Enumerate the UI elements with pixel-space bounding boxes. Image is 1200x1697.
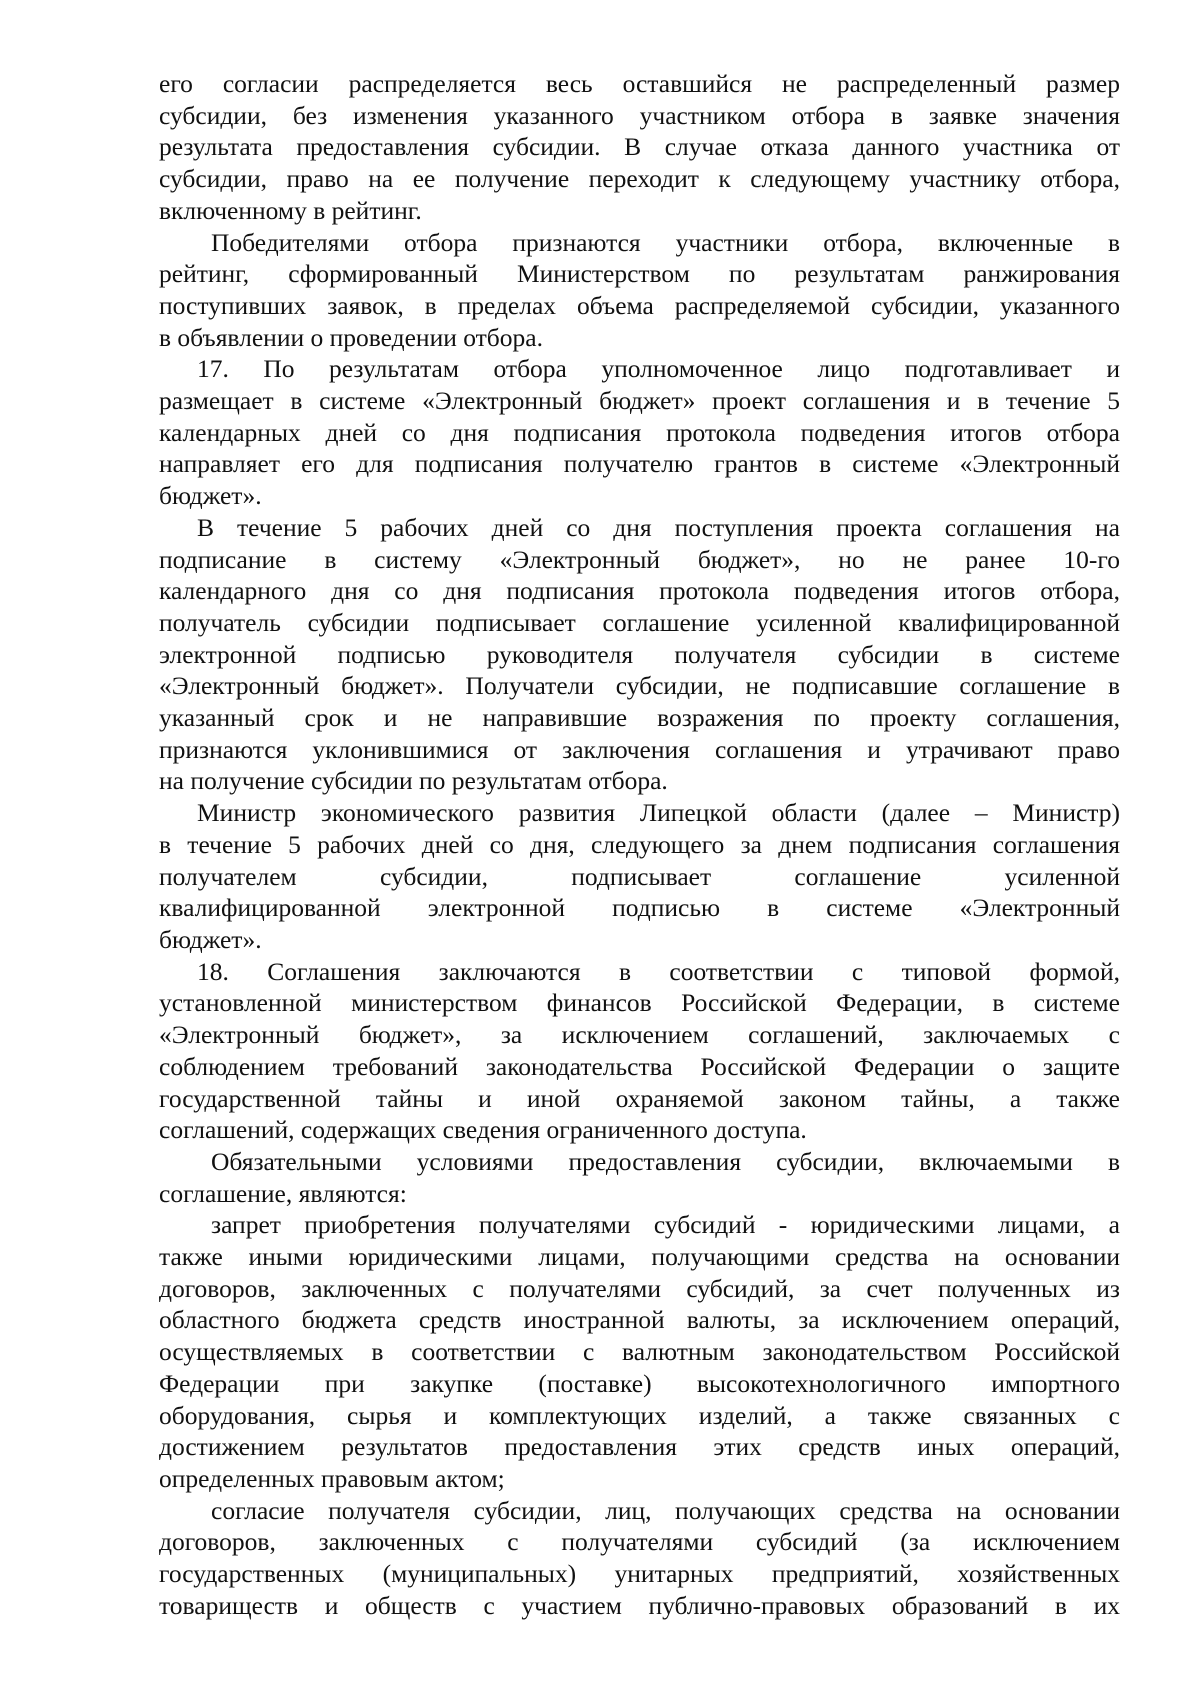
text-line: также иными юридическими лицами, получающими средства на основании — [159, 1242, 1120, 1272]
text-line: Министр экономического развития Липецкой области (далее – Министр) — [197, 798, 1120, 828]
text-line: Федерации при закупке (поставке) высокотехнологичного импортного — [159, 1368, 1120, 1398]
text-line: календарного дня со дня подписания протокола подведения итогов отбора, — [159, 576, 1120, 606]
text-line: результата предоставления субсидии. В случае отказа данного участника от — [159, 132, 1120, 162]
text-line: рейтинг, сформированный Министерством по результатам ранжирования — [159, 259, 1120, 289]
text-line: размещает в системе «Электронный бюджет» проект соглашения и в течение 5 — [159, 386, 1120, 416]
text-line: товариществ и обществ с участием публично-правовых образований в их — [159, 1590, 1120, 1620]
text-line: «Электронный бюджет». Получатели субсидии, не подписавшие соглашение в — [159, 671, 1120, 701]
text-line: субсидии, без изменения указанного участником отбора в заявке значения — [159, 100, 1120, 130]
paragraph-minister — [159, 797, 1120, 956]
text-line: направляет его для подписания получателю грантов в системе «Электронный — [159, 449, 1120, 479]
text-line: получателем субсидии, подписывает соглашение усиленной — [159, 861, 1120, 891]
text-line: соглашений, содержащих сведения ограниченного доступа. — [159, 1115, 807, 1145]
text-line: бюджет». — [159, 924, 262, 954]
text-line: оборудования, сырья и комплектующих изделий, а также связанных с — [159, 1400, 1120, 1430]
text-line: получатель субсидии подписывает соглашение усиленной квалифицированной — [159, 607, 1120, 637]
text-line: поступивших заявок, в пределах объема распределяемой субсидии, указанного — [159, 290, 1120, 320]
text-line: в объявлении о проведении отбора. — [159, 322, 543, 352]
paragraph-prohibition — [159, 1209, 1120, 1494]
text-line: признаются уклонившимися от заключения соглашения и утрачивают право — [159, 734, 1120, 764]
text-line: бюджет». — [159, 481, 262, 511]
paragraph-consent — [159, 1495, 1120, 1622]
text-line: В течение 5 рабочих дней со дня поступления проекта соглашения на — [197, 512, 1120, 542]
text-line: соглашение, являются: — [159, 1178, 407, 1208]
text-line: государственной тайны и иной охраняемой законом тайны, а также — [159, 1083, 1120, 1113]
paragraph-winners — [159, 227, 1120, 354]
paragraph-continuation — [159, 68, 1120, 227]
text-line: Обязательными условиями предоставления субсидии, включаемыми в — [211, 1146, 1120, 1176]
text-line: в течение 5 рабочих дней со дня, следующего за днем подписания соглашения — [159, 829, 1120, 859]
text-line: определенных правовым актом; — [159, 1463, 505, 1493]
text-line: договоров, заключенных с получателями субсидий, за счет полученных из — [159, 1273, 1120, 1303]
text-line: «Электронный бюджет», за исключением соглашений, заключаемых с — [159, 1020, 1120, 1050]
text-line: календарных дней со дня подписания протокола подведения итогов отбора — [159, 417, 1120, 447]
text-line: подписание в систему «Электронный бюджет», но не ранее 10-го — [159, 544, 1120, 574]
paragraph-mandatory-conditions — [159, 1146, 1120, 1209]
paragraph-signing-term — [159, 512, 1120, 797]
text-line: субсидии, право на ее получение переходит к следующему участнику отбора, — [159, 164, 1120, 194]
text-line: согласие получателя субсидии, лиц, получающих средства на основании — [211, 1495, 1120, 1525]
text-line: договоров, заключенных с получателями субсидий (за исключением — [159, 1527, 1120, 1557]
text-line: указанный срок и не направившие возражения по проекту соглашения, — [159, 703, 1120, 733]
text-line: установленной министерством финансов Российской Федерации, в системе — [159, 988, 1120, 1018]
text-line: соблюдением требований законодательства Российской Федерации о защите — [159, 1051, 1120, 1081]
text-line: запрет приобретения получателями субсидий - юридическими лицами, а — [211, 1210, 1120, 1240]
paragraph-item-17 — [159, 353, 1120, 512]
text-line: квалифицированной электронной подписью в системе «Электронный — [159, 893, 1120, 923]
text-line: осуществляемых в соответствии с валютным законодательством Российской — [159, 1337, 1120, 1367]
text-line: на получение субсидии по результатам отбора. — [159, 766, 668, 796]
text-line: областного бюджета средств иностранной валюты, за исключением операций, — [159, 1305, 1120, 1335]
text-line: государственных (муниципальных) унитарных предприятий, хозяйственных — [159, 1559, 1120, 1589]
text-line: 18. Соглашения заключаются в соответствии с типовой формой, — [197, 956, 1120, 986]
text-line: включенному в рейтинг. — [159, 195, 422, 225]
text-line: 17. По результатам отбора уполномоченное лицо подготавливает и — [197, 354, 1120, 384]
document-body — [159, 68, 1120, 1621]
text-line: достижением результатов предоставления этих средств иных операций, — [159, 1432, 1120, 1462]
text-line: его согласии распределяется весь оставшийся не распределенный размер — [159, 69, 1120, 98]
text-line: Победителями отбора признаются участники отбора, включенные в — [211, 227, 1120, 257]
paragraph-item-18 — [159, 956, 1120, 1146]
text-line: электронной подписью руководителя получателя субсидии в системе — [159, 639, 1120, 669]
